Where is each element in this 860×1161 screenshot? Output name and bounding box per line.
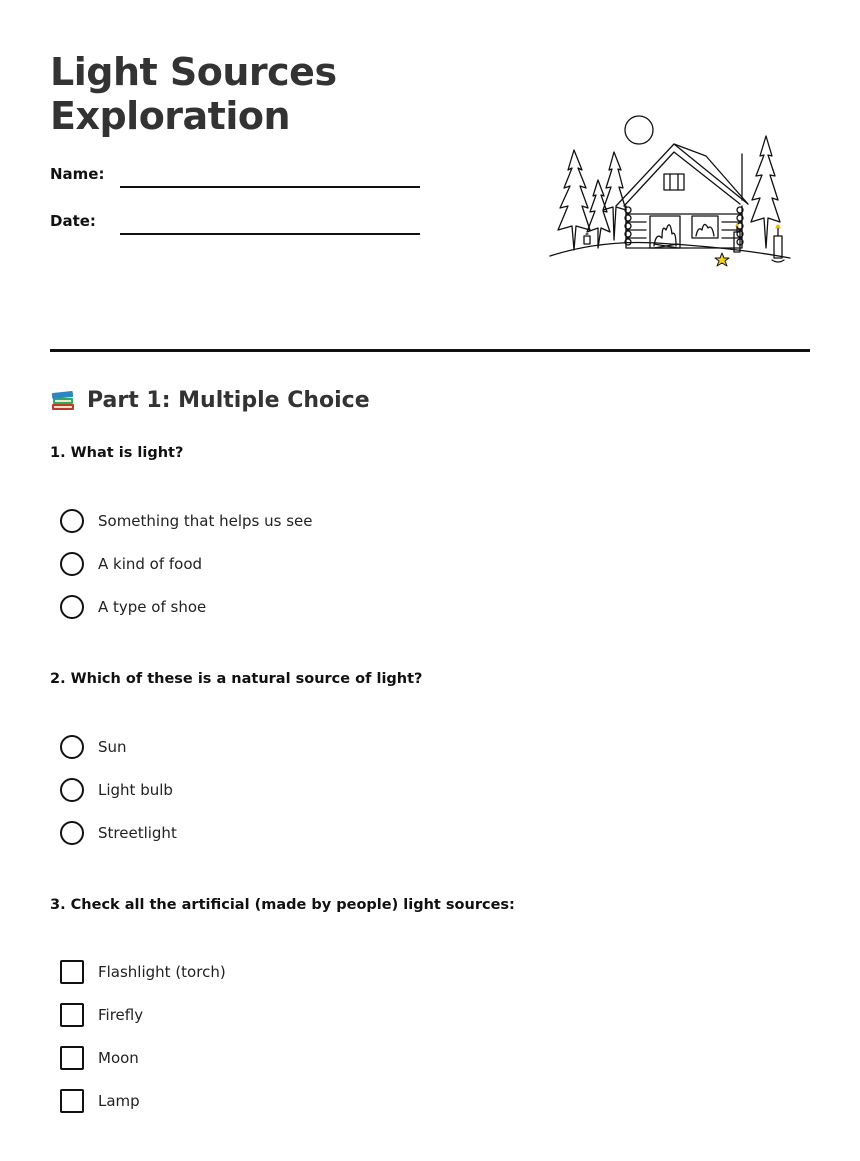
part1-heading	[50, 387, 370, 413]
option-label: Something that helps us see	[98, 512, 313, 530]
name-label: Name:	[50, 165, 105, 183]
option-label: Lamp	[98, 1092, 140, 1110]
question-3-option-2[interactable]	[60, 1002, 143, 1028]
title-line-2: Exploration	[50, 94, 291, 138]
log-cabin-illustration	[546, 108, 796, 268]
option-label: A type of shoe	[98, 598, 207, 616]
question-3-option-4[interactable]	[60, 1088, 140, 1114]
question-3-option-3[interactable]	[60, 1045, 139, 1071]
checkbox[interactable]	[60, 1046, 84, 1070]
checkbox[interactable]	[60, 960, 84, 984]
option-label: Firefly	[98, 1006, 144, 1024]
option-label: Streetlight	[98, 824, 177, 842]
question-2: 2. Which of these is a natural source of light?	[50, 671, 423, 687]
question-1: 1. What is light?	[50, 445, 184, 461]
option-label: Sun	[98, 738, 127, 756]
option-label: Moon	[98, 1049, 139, 1067]
checkbox[interactable]	[60, 1089, 84, 1113]
radio-button[interactable]	[60, 509, 84, 533]
question-3-option-1[interactable]	[60, 959, 226, 985]
header-divider	[50, 349, 810, 352]
radio-button[interactable]	[60, 821, 84, 845]
radio-button[interactable]	[60, 552, 84, 576]
question-1-option-3[interactable]	[60, 594, 206, 620]
worksheet-title	[50, 50, 337, 138]
option-label: Light bulb	[98, 781, 173, 799]
question-2-option-1[interactable]	[60, 734, 127, 760]
question-1-option-2[interactable]	[60, 551, 202, 577]
part1-heading-text: Part 1: Multiple Choice	[87, 387, 370, 413]
radio-button[interactable]	[60, 778, 84, 802]
radio-button[interactable]	[60, 735, 84, 759]
name-field[interactable]	[120, 186, 420, 188]
date-label: Date:	[50, 212, 96, 230]
question-2-option-3[interactable]	[60, 820, 177, 846]
option-label: Flashlight (torch)	[98, 963, 226, 981]
option-label: A kind of food	[98, 555, 203, 573]
date-field[interactable]	[120, 233, 420, 235]
title-line-1: Light Sources	[50, 50, 337, 94]
question-1-option-1[interactable]	[60, 508, 313, 534]
radio-button[interactable]	[60, 595, 84, 619]
question-2-option-2[interactable]	[60, 777, 173, 803]
books-icon	[50, 387, 76, 413]
question-3: 3. Check all the artificial (made by people) light sources:	[50, 897, 515, 913]
checkbox[interactable]	[60, 1003, 84, 1027]
